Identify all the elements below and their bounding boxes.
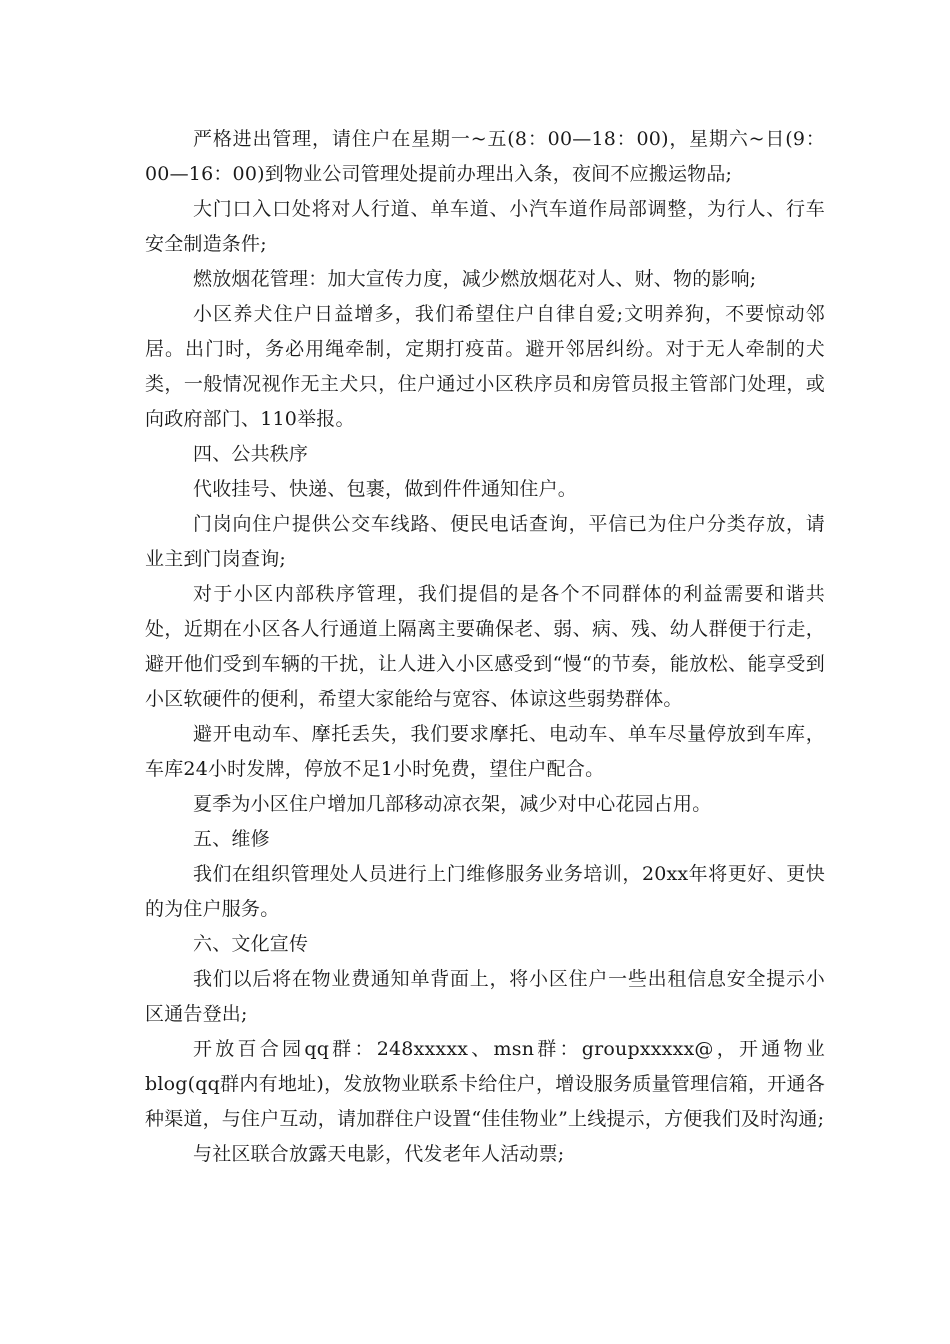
paragraph-online-channels: 开放百合园qq群：248xxxxx、msn群：groupxxxxx@，开通物业blog(qq群内有地址)，发放物业联系卡给住户，增设服务质量管理信箱，开通各种渠道，与住户互动，请加群住户设置“佳佳物业”上线提示，方便我们及时沟通; <box>145 1038 825 1130</box>
paragraph-fireworks: 燃放烟花管理：加大宣传力度，减少燃放烟花对人、财、物的影响; <box>193 268 757 290</box>
paragraph-internal-order: 对于小区内部秩序管理，我们提倡的是各个不同群体的利益需要和谐共处，近期在小区各人行通道上隔离主要确保老、弱、病、残、幼人群便于行走，避开他们受到车辆的干扰，让人进入小区感受到“慢“的节奏，能放松、能享受到小区软硬件的便利，希望大家能给与宽容、体谅这些弱势群体。 <box>145 583 825 710</box>
paragraph-parcels: 代收挂号、快递、包裹，做到件件通知住户。 <box>193 478 578 500</box>
paragraph-maintenance-training: 我们在组织管理处人员进行上门维修服务业务培训，20xx年将更好、更快的为住户服务。 <box>145 863 825 920</box>
document-body <box>145 122 825 1172</box>
paragraph-entrance-adjustment: 大门口入口处将对人行道、单车道、小汽车道作局部调整，为行人、行车安全制造条件; <box>145 198 825 255</box>
paragraph-drying-racks: 夏季为小区住户增加几部移动凉衣架，减少对中心花园占用。 <box>193 793 712 815</box>
paragraph-community-events: 与社区联合放露天电影，代发老年人活动票; <box>193 1143 565 1165</box>
paragraph-dog-keeping: 小区养犬住户日益增多，我们希望住户自律自爱;文明养狗，不要惊动邻居。出门时，务必用绳牵制，定期打疫苗。避开邻居纠纷。对于无人牵制的犬类，一般情况视作无主犬只，住户通过小区秩序员和房管员报主管部门处理，或向政府部门、110举报。 <box>145 303 825 430</box>
paragraph-access-management: 严格进出管理，请住户在星期一~五(8：00—18：00)，星期六~日(9：00—16：00)到物业公司管理处提前办理出入条，夜间不应搬运物品; <box>145 128 825 185</box>
paragraph-notice-publishing: 我们以后将在物业费通知单背面上，将小区住户一些出租信息安全提示小区通告登出; <box>145 968 825 1025</box>
paragraph-vehicle-parking: 避开电动车、摩托丢失，我们要求摩托、电动车、单车尽量停放到车库，车库24小时发牌，停放不足1小时免费，望住户配合。 <box>145 723 825 780</box>
section-heading-culture: 六、文化宣传 <box>193 933 309 955</box>
section-heading-public-order: 四、公共秩序 <box>193 443 309 465</box>
section-heading-maintenance: 五、维修 <box>193 828 270 850</box>
paragraph-gate-services: 门岗向住户提供公交车线路、便民电话查询，平信已为住户分类存放，请业主到门岗查询; <box>145 513 825 570</box>
